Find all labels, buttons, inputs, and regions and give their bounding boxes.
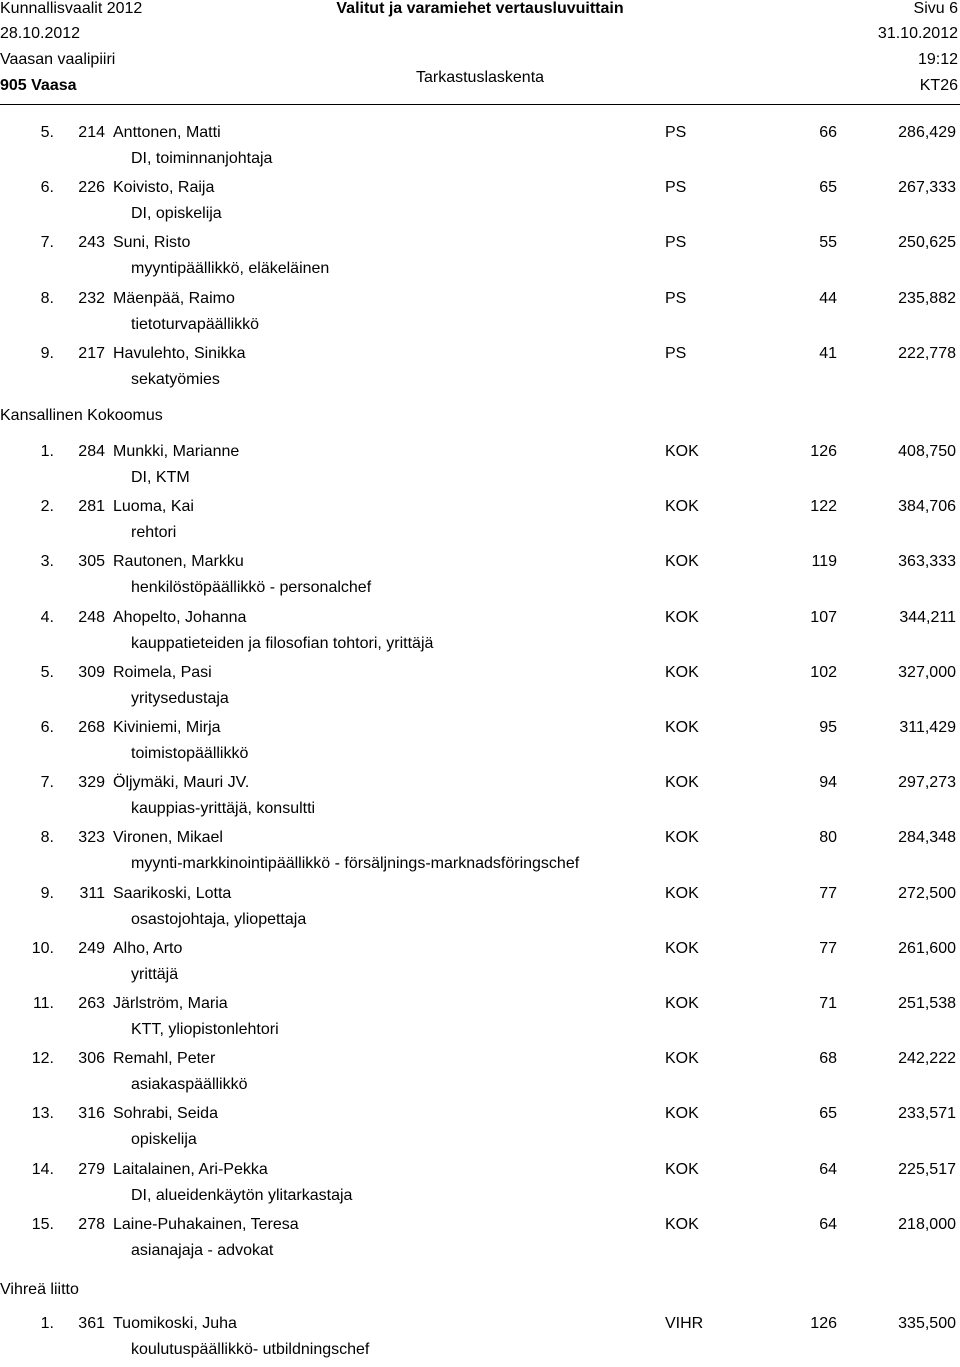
candidate-name-cell: Anttonen, Matti <box>113 124 221 141</box>
candidate-row <box>0 1161 960 1213</box>
candidate-row <box>0 1105 960 1157</box>
rank-cell: 14. <box>31 1160 54 1178</box>
party-cell: KOK <box>665 884 699 902</box>
rank-cell: 5. <box>40 124 54 141</box>
votes-cell: 65 <box>819 179 837 197</box>
candidate-row <box>0 179 960 231</box>
party-cell: KOK <box>665 443 699 460</box>
occupation-cell: DI, opiskelija <box>131 205 222 223</box>
rank-cell: 11. <box>32 995 54 1012</box>
votes-cell: 95 <box>819 719 837 736</box>
rank-cell: 7. <box>40 234 54 252</box>
candidate-number-cell: 214 <box>78 124 105 141</box>
candidate-number-cell: 232 <box>78 289 105 307</box>
comparison-score-cell: 261,600 <box>898 939 956 957</box>
party-cell: KOK <box>665 995 699 1012</box>
rank-cell: 2. <box>40 498 54 516</box>
candidate-row <box>0 553 960 605</box>
party-cell: KOK <box>665 774 699 792</box>
occupation-cell: kauppias-yrittäjä, konsultti <box>131 800 316 818</box>
candidate-number-cell: 309 <box>78 663 105 681</box>
votes-cell: 122 <box>810 498 837 516</box>
candidate-name-cell: Alho, Arto <box>113 939 183 957</box>
candidate-name-cell: Havulehto, Sinikka <box>113 344 246 362</box>
party-cell: KOK <box>665 1050 699 1068</box>
comparison-score-cell: 225,517 <box>898 1160 956 1178</box>
candidate-row <box>0 290 960 342</box>
candidate-row <box>0 1216 960 1268</box>
occupation-cell: KTT, yliopistonlehtori <box>131 1021 279 1038</box>
candidate-name-cell: Järlström, Maria <box>113 995 228 1012</box>
votes-cell: 77 <box>819 884 837 902</box>
comparison-score-cell: 222,778 <box>898 344 956 362</box>
comparison-score-cell: 335,500 <box>898 1315 956 1332</box>
comparison-score-cell: 235,882 <box>898 289 956 307</box>
candidate-row <box>0 995 960 1047</box>
rank-cell: 10. <box>31 939 54 957</box>
candidate-name-cell: Saarikoski, Lotta <box>113 884 232 902</box>
candidate-row <box>0 1050 960 1102</box>
votes-cell: 68 <box>819 1050 837 1068</box>
votes-cell: 66 <box>819 124 837 141</box>
candidate-name-cell: Rautonen, Markku <box>113 553 244 571</box>
occupation-cell: asianajaja - advokat <box>131 1241 274 1259</box>
rank-cell: 9. <box>40 344 54 362</box>
occupation-cell: kauppatieteiden ja filosofian tohtori, yrittäjä <box>131 634 434 652</box>
occupation-cell: yritysedustaja <box>131 689 229 707</box>
election-date: 28.10.2012 <box>0 25 81 42</box>
candidate-row <box>0 345 960 397</box>
occupation-cell: DI, toiminnanjohtaja <box>131 150 273 167</box>
candidate-number-cell: 279 <box>78 1160 105 1178</box>
party-cell: KOK <box>665 719 699 736</box>
party-cell: KOK <box>665 1105 699 1123</box>
candidate-number-cell: 361 <box>78 1315 105 1332</box>
rank-cell: 4. <box>40 608 54 626</box>
votes-cell: 71 <box>819 995 837 1012</box>
candidate-number-cell: 305 <box>78 553 105 571</box>
party-cell: KOK <box>665 1160 699 1178</box>
votes-cell: 107 <box>810 608 837 626</box>
occupation-cell: sekatyömies <box>131 370 220 388</box>
rank-cell: 6. <box>40 719 54 736</box>
comparison-score-cell: 284,348 <box>898 829 956 847</box>
candidate-row <box>0 940 960 992</box>
candidate-name-cell: Laitalainen, Ari-Pekka <box>113 1160 268 1178</box>
candidate-name-cell: Remahl, Peter <box>113 1050 216 1068</box>
candidate-name-cell: Luoma, Kai <box>113 498 194 516</box>
comparison-score-cell: 297,273 <box>898 774 956 792</box>
candidate-row <box>0 885 960 937</box>
print-date: 31.10.2012 <box>877 25 958 42</box>
print-time: 19:12 <box>917 51 958 68</box>
candidate-number-cell: 217 <box>78 344 105 362</box>
candidate-number-cell: 284 <box>78 443 105 460</box>
party-cell: KOK <box>665 553 699 571</box>
occupation-cell: asiakaspäällikkö <box>131 1076 248 1094</box>
occupation-cell: osastojohtaja, yliopettaja <box>131 910 307 928</box>
occupation-cell: koulutuspäällikkö- utbildningschef <box>131 1341 370 1358</box>
occupation-cell: henkilöstöpäällikkö - personalchef <box>131 579 372 597</box>
party-cell: KOK <box>665 829 699 847</box>
votes-cell: 80 <box>819 829 837 847</box>
candidate-number-cell: 243 <box>78 234 105 252</box>
party-cell: KOK <box>665 1215 699 1233</box>
party-cell: PS <box>665 344 687 362</box>
occupation-cell: myyntipäällikkö, eläkeläinen <box>131 260 330 278</box>
candidate-row <box>0 609 960 661</box>
party-group-heading: Kansallinen Kokoomus <box>0 407 163 424</box>
votes-cell: 55 <box>819 234 837 252</box>
votes-cell: 126 <box>810 443 837 460</box>
party-cell: PS <box>665 124 687 141</box>
candidate-number-cell: 278 <box>78 1215 105 1233</box>
votes-cell: 102 <box>810 663 837 681</box>
occupation-cell: myynti-markkinointipäällikkö - försäljnings-marknadsföringschef <box>131 855 580 873</box>
candidate-number-cell: 263 <box>78 995 105 1012</box>
electoral-district: Vaasan vaalipiiri <box>0 51 116 68</box>
comparison-score-cell: 286,429 <box>898 124 956 141</box>
candidate-row <box>0 829 960 881</box>
candidate-name-cell: Koivisto, Raija <box>113 179 215 197</box>
candidate-name-cell: Tuomikoski, Juha <box>113 1315 237 1332</box>
page-number: Sivu 6 <box>913 0 958 17</box>
rank-cell: 5. <box>40 663 54 681</box>
candidate-number-cell: 323 <box>78 829 105 847</box>
rank-cell: 9. <box>40 884 54 902</box>
candidate-number-cell: 316 <box>78 1105 105 1123</box>
votes-cell: 77 <box>819 939 837 957</box>
comparison-score-cell: 267,333 <box>898 179 956 197</box>
candidate-number-cell: 281 <box>78 498 105 516</box>
rank-cell: 15. <box>31 1215 54 1233</box>
party-cell: KOK <box>665 663 699 681</box>
occupation-cell: opiskelija <box>131 1131 197 1149</box>
votes-cell: 64 <box>819 1215 837 1233</box>
rank-cell: 6. <box>40 179 54 197</box>
candidate-number-cell: 268 <box>78 719 105 736</box>
votes-cell: 41 <box>819 344 837 362</box>
comparison-score-cell: 344,211 <box>899 608 956 626</box>
candidate-name-cell: Kiviniemi, Mirja <box>113 719 221 736</box>
party-cell: PS <box>665 179 687 197</box>
party-cell: VIHR <box>665 1315 704 1332</box>
comparison-score-cell: 272,500 <box>898 884 956 902</box>
candidate-number-cell: 226 <box>78 179 105 197</box>
comparison-score-cell: 251,538 <box>898 995 956 1012</box>
municipality: 905 Vaasa <box>0 77 77 94</box>
candidate-row <box>0 774 960 826</box>
occupation-cell: DI, KTM <box>131 469 190 486</box>
occupation-cell: tietoturvapäällikkö <box>131 315 260 333</box>
rank-cell: 1. <box>40 443 54 460</box>
rank-cell: 12. <box>31 1050 54 1068</box>
candidate-number-cell: 311 <box>79 884 105 902</box>
party-cell: PS <box>665 289 687 307</box>
occupation-cell: yrittäjä <box>131 965 179 983</box>
comparison-score-cell: 384,706 <box>898 498 956 516</box>
occupation-cell: DI, alueidenkäytön ylitarkastaja <box>131 1186 353 1204</box>
candidate-name-cell: Munkki, Marianne <box>113 443 240 460</box>
rank-cell: 7. <box>40 774 54 792</box>
votes-cell: 119 <box>811 553 837 571</box>
party-cell: KOK <box>665 608 699 626</box>
candidate-name-cell: Suni, Risto <box>113 234 191 252</box>
occupation-cell: rehtori <box>131 524 177 542</box>
rank-cell: 1. <box>40 1315 54 1332</box>
candidate-number-cell: 249 <box>78 939 105 957</box>
candidate-number-cell: 248 <box>78 608 105 626</box>
candidate-row <box>0 443 960 495</box>
comparison-score-cell: 327,000 <box>898 663 956 681</box>
votes-cell: 64 <box>819 1160 837 1178</box>
party-cell: KOK <box>665 498 699 516</box>
header-divider <box>0 104 960 105</box>
report-code: KT26 <box>919 77 958 94</box>
candidate-name-cell: Ahopelto, Johanna <box>113 608 247 626</box>
votes-cell: 44 <box>819 289 837 307</box>
party-cell: KOK <box>665 939 699 957</box>
election-name: Kunnallisvaalit 2012 <box>0 0 143 17</box>
comparison-score-cell: 408,750 <box>898 443 956 460</box>
candidate-row <box>0 498 960 550</box>
report-subtitle: Tarkastuslaskenta <box>415 69 545 86</box>
candidate-name-cell: Mäenpää, Raimo <box>113 289 235 307</box>
candidate-name-cell: Sohrabi, Seida <box>113 1105 218 1123</box>
rank-cell: 3. <box>40 553 54 571</box>
rank-cell: 8. <box>40 829 54 847</box>
votes-cell: 94 <box>819 774 837 792</box>
occupation-cell: toimistopäällikkö <box>131 745 249 762</box>
comparison-score-cell: 218,000 <box>898 1215 956 1233</box>
candidate-row <box>0 124 960 176</box>
candidate-name-cell: Vironen, Mikael <box>113 829 223 847</box>
candidate-row <box>0 664 960 716</box>
candidate-name-cell: Öljymäki, Mauri JV. <box>113 774 250 792</box>
votes-cell: 65 <box>819 1105 837 1123</box>
report-title: Valitut ja varamiehet vertausluvuittain <box>336 0 624 17</box>
candidate-row <box>0 1315 960 1367</box>
candidate-row <box>0 234 960 286</box>
comparison-score-cell: 311,429 <box>899 719 956 736</box>
comparison-score-cell: 250,625 <box>898 234 956 252</box>
votes-cell: 126 <box>810 1315 837 1332</box>
party-group-heading: Vihreä liitto <box>0 1281 79 1298</box>
candidate-number-cell: 329 <box>78 774 105 792</box>
candidate-number-cell: 306 <box>78 1050 105 1068</box>
candidate-name-cell: Laine-Puhakainen, Teresa <box>113 1215 299 1233</box>
party-cell: PS <box>665 234 687 252</box>
comparison-score-cell: 242,222 <box>898 1050 956 1068</box>
candidate-row <box>0 719 960 771</box>
comparison-score-cell: 363,333 <box>898 553 956 571</box>
comparison-score-cell: 233,571 <box>898 1105 956 1123</box>
candidate-name-cell: Roimela, Pasi <box>113 663 212 681</box>
rank-cell: 13. <box>31 1105 54 1123</box>
rank-cell: 8. <box>40 289 54 307</box>
